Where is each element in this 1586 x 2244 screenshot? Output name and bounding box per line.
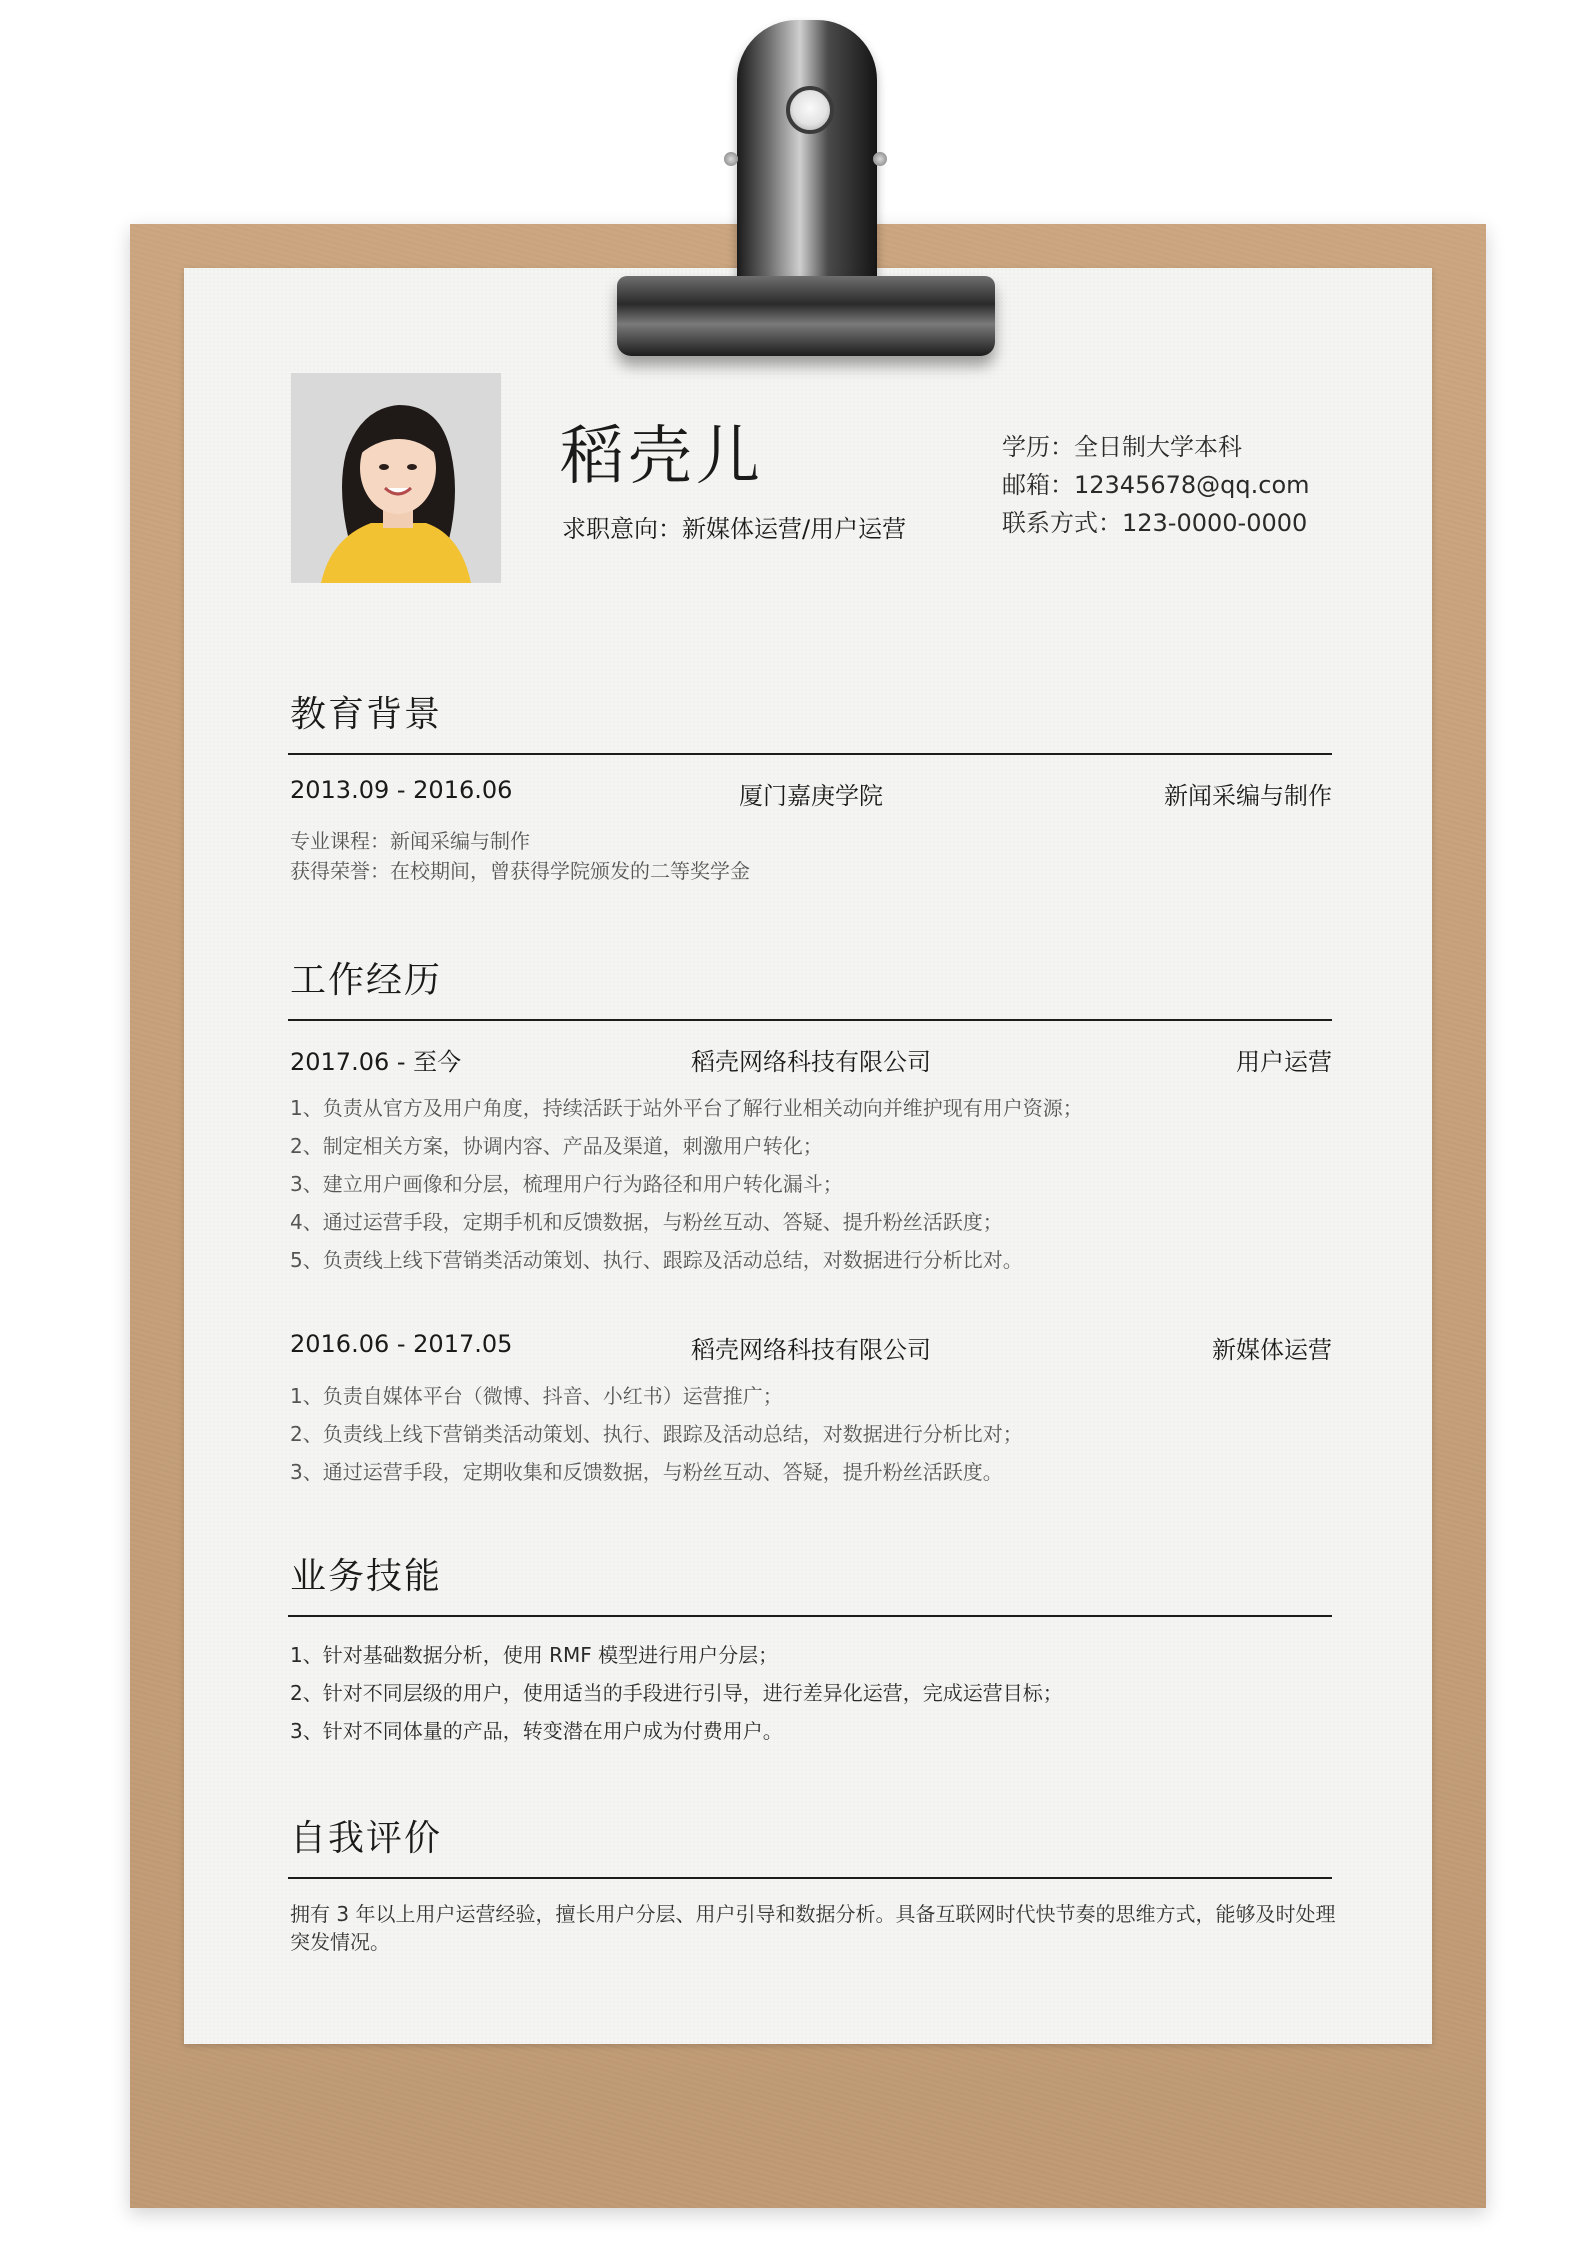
section-title-education: 教育背景 [290,694,443,735]
job-duties [290,1377,1340,1491]
job-company: 稻壳网络科技有限公司 [691,1336,931,1364]
avatar [291,373,501,583]
list-item: 2、制定相关方案，协调内容、产品及渠道，刺激用户转化； [290,1134,823,1158]
job-role: 新媒体运营 [1212,1336,1332,1364]
list-item: 3、针对不同体量的产品，转变潜在用户成为付费用户。 [290,1719,783,1743]
clip-hole [786,86,834,134]
job-row [290,1042,1332,1078]
education-honors: 获得荣誉：在校期间，曾获得学院颁发的二等奖学金 [290,859,750,883]
list-item: 2、针对不同层级的用户，使用适当的手段进行引导，进行差异化运营，完成运营目标； [290,1681,1063,1705]
list-item: 5、负责线上线下营销类活动策划、执行、跟踪及活动总结，对数据进行分析比对。 [290,1248,1023,1272]
job-row [290,1330,1332,1366]
section-title-skills: 业务技能 [290,1556,443,1597]
section-title-self-eval: 自我评价 [290,1818,443,1859]
candidate-name: 稻壳儿 [560,420,764,494]
job-intent: 求职意向：新媒体运营/用户运营 [562,515,907,543]
list-item: 4、通过运营手段，定期手机和反馈数据，与粉丝互动、答疑、提升粉丝活跃度； [290,1210,1003,1234]
email: 邮箱：12345678@qq.com [1002,471,1310,499]
clip-pin [724,152,738,166]
binder-clip-icon [737,20,877,290]
list-item: 1、负责从官方及用户角度，持续活跃于站外平台了解行业相关动向并维护现有用户资源； [290,1096,1083,1120]
education-school: 厦门嘉庚学院 [739,782,883,810]
education-courses: 专业课程：新闻采编与制作 [290,829,530,853]
list-item: 3、建立用户画像和分层，梳理用户行为路径和用户转化漏斗； [290,1172,843,1196]
education-major: 新闻采编与制作 [1164,782,1332,810]
section-title-work: 工作经历 [290,960,443,1001]
section-divider [288,1019,1332,1021]
section-divider [288,753,1332,755]
list-item: 1、负责自媒体平台（微博、抖音、小红书）运营推广； [290,1384,783,1408]
phone: 联系方式：123-0000-0000 [1002,509,1308,537]
education-level: 学历：全日制大学本科 [1002,433,1242,461]
self-eval-text: 拥有 3 年以上用户运营经验，擅长用户分层、用户引导和数据分析。具备互联网时代快节奏的思维方式，能够及时处理突发情况。 [290,1902,1336,1954]
list-item: 3、通过运营手段，定期收集和反馈数据，与粉丝互动、答疑，提升粉丝活跃度。 [290,1460,1003,1484]
list-item: 2、负责线上线下营销类活动策划、执行、跟踪及活动总结，对数据进行分析比对； [290,1422,1023,1446]
clip-pin [873,152,887,166]
job-company: 稻壳网络科技有限公司 [691,1048,931,1076]
skills-list [290,1636,1340,1750]
list-item: 1、针对基础数据分析，使用 RMF 模型进行用户分层； [290,1643,779,1667]
job-role: 用户运营 [1236,1048,1332,1076]
education-row [290,776,1332,812]
job-duties [290,1089,1340,1279]
section-divider [288,1877,1332,1879]
education-details [290,826,1340,886]
job-period: 2016.06 - 2017.05 [290,1330,513,1358]
binder-clip-base [617,276,995,356]
section-divider [288,1615,1332,1617]
contact-info [1002,428,1310,542]
job-period: 2017.06 - 至今 [290,1048,462,1076]
education-period: 2013.09 - 2016.06 [290,776,513,804]
